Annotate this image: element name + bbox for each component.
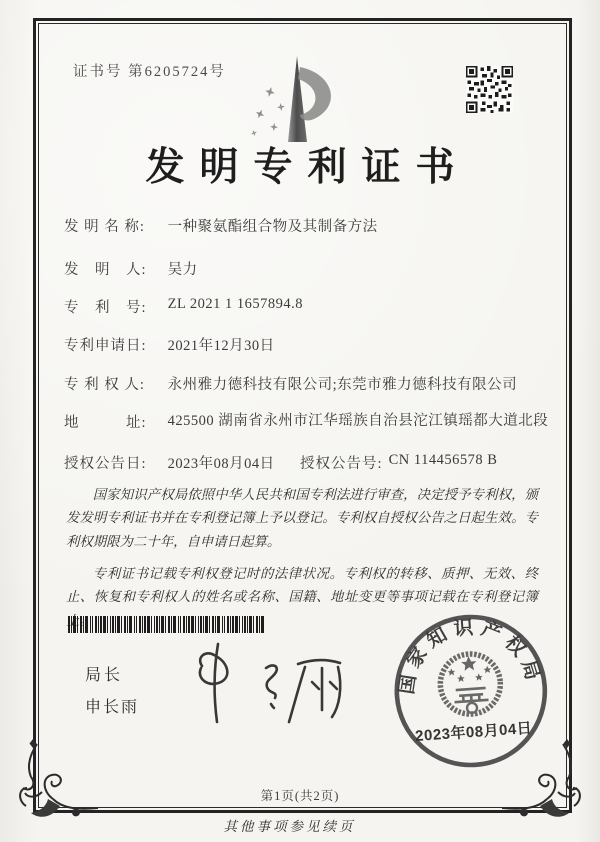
field-row-patent-no: [64, 296, 303, 317]
seal-ring-text: 国家知识产权局: [396, 617, 545, 696]
field-value: ZL 2021 1 1657894.8: [167, 296, 304, 312]
field-row-grant-date: [64, 452, 275, 473]
field-label: 发 明 名 称:: [64, 219, 145, 235]
field-value: 吴力: [167, 262, 198, 278]
director-name: 申长雨: [85, 699, 140, 716]
field-row-invention-name: [64, 215, 378, 236]
body-paragraph-1: 国家知识产权局依照中华人民共和国专利法进行审查，决定授予专利权，颁发发明专利证书并在专利登记簿上予以登记。专利权自授权公告之日起生效。专利权期限为二十年，自申请日起算。: [66, 487, 538, 549]
field-value: 2023年08月04日: [167, 456, 275, 472]
body-paragraph-2: 专利证书记载专利权登记时的法律状况。专利权的转移、质押、无效、终止、恢复和专利权人的姓名或名称、国籍、地址变更等事项记载在专利登记簿上。: [66, 565, 538, 628]
qr-code: [466, 66, 513, 118]
field-label: 专 利 权 人:: [64, 377, 145, 393]
field-row-inventor: [64, 258, 198, 279]
field-label: 授权公告号:: [300, 456, 383, 472]
seal-date: 2023年08月04日: [414, 719, 533, 745]
field-row-filing-date: [64, 334, 275, 355]
field-label: 专 利 号:: [64, 300, 147, 316]
corner-flourish-bottom-right-icon: [500, 736, 588, 829]
certificate-title: 发明专利证书: [145, 146, 470, 189]
field-label: 专利申请日:: [64, 338, 147, 354]
field-row-grant-no: [300, 452, 497, 473]
field-value: CN 114456578 B: [388, 452, 498, 468]
continuation-note: 其他事项参见续页: [223, 819, 356, 834]
field-label: 发 明 人:: [64, 262, 147, 278]
director-signature: [186, 630, 351, 743]
field-row-address: [64, 411, 566, 432]
field-value: 425500 湖南省永州市江华瑶族自治县沱江镇瑶都大道北段: [167, 413, 549, 429]
field-value: 2021年12月30日: [167, 338, 275, 354]
director-title: 局长: [85, 667, 124, 684]
certificate-number: 证书号 第6205724号: [73, 64, 226, 80]
page-number: 第1页(共2页): [260, 789, 340, 803]
corner-flourish-bottom-left-icon: [12, 736, 100, 829]
field-row-patentee: [64, 373, 517, 394]
field-value: 一种聚氨酯组合物及其制备方法: [167, 219, 378, 235]
field-label: 授权公告日:: [64, 456, 147, 472]
field-label: 地 址:: [64, 415, 147, 431]
field-value: 永州雅力德科技有限公司;东莞市雅力德科技有限公司: [167, 377, 518, 393]
